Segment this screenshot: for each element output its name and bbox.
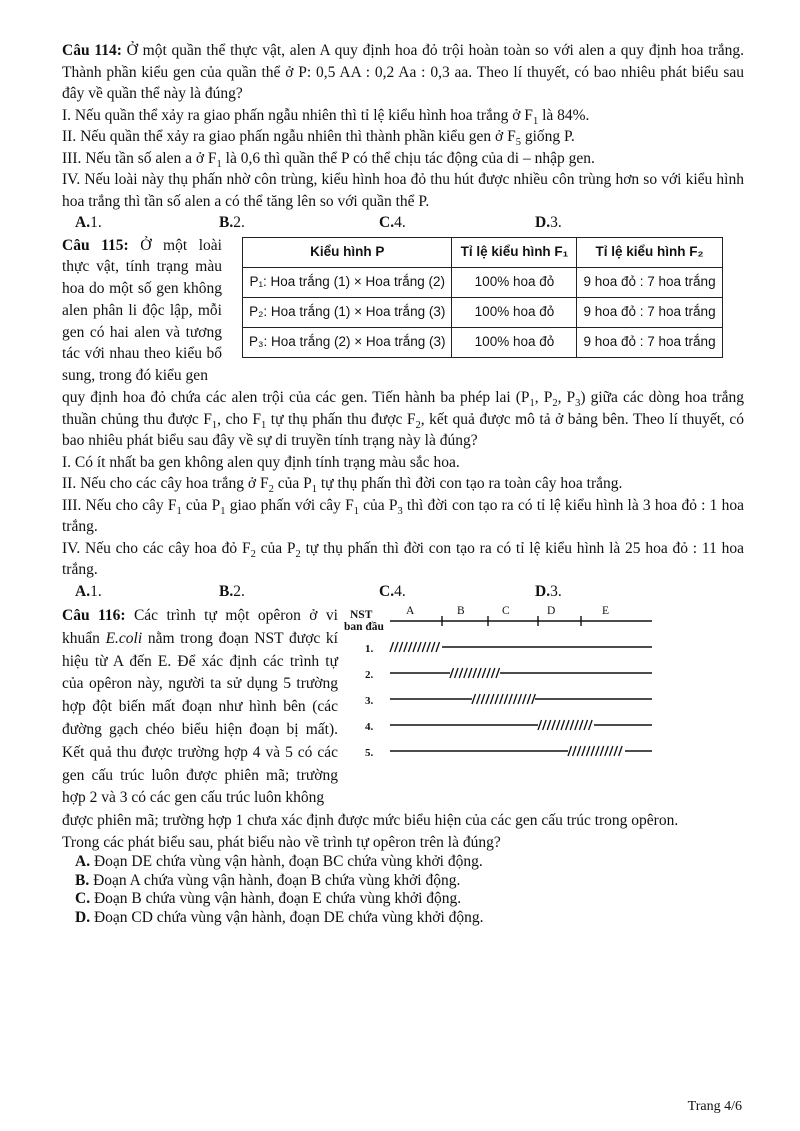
- deletion-hatch: [450, 668, 454, 678]
- deletion-hatch: [570, 720, 574, 730]
- q115-option-a[interactable]: A.1.: [75, 582, 102, 600]
- deletion-hatch: [579, 720, 583, 730]
- deletion-hatch: [399, 642, 403, 652]
- deletion-row-2: [390, 668, 652, 678]
- q114-statement-1: I. Nếu quần thể xảy ra giao phấn ngẫu nhiên thì tỉ lệ kiểu hình hoa trắng ở $F_1$ là 84%.: [62, 106, 590, 127]
- deletion-hatch: [418, 642, 422, 652]
- deletion-hatch: [573, 746, 577, 756]
- table-cell: P₁: Hoa trắng (1) × Hoa trắng (2): [243, 267, 452, 297]
- table-header: Tỉ lệ kiểu hình F₂: [577, 237, 722, 267]
- q116-option-d[interactable]: D. Đoạn CD chứa vùng vận hành, đoạn DE chứa vùng khởi động.: [75, 908, 484, 926]
- q114-statement-3: III. Nếu tần số alen a ở $F_1$ là 0,6 thì quần thể P có thể chịu tác động của di – nhập gen.: [62, 149, 595, 170]
- table-row: [243, 327, 723, 357]
- deletion-hatch: [495, 694, 499, 704]
- q114-option-a[interactable]: A.1.: [75, 214, 102, 231]
- deletion-hatch: [481, 694, 485, 704]
- deletion-hatch: [566, 720, 570, 730]
- table-cell: 9 hoa đỏ : 7 hoa trắng: [577, 297, 722, 327]
- q115-option-b[interactable]: B.2.: [219, 582, 245, 600]
- page-number: Trang 4/6: [687, 1099, 742, 1114]
- deletion-hatch: [552, 720, 556, 730]
- deletion-hatch: [523, 694, 527, 704]
- deletion-hatch: [436, 642, 440, 652]
- table-cell: 9 hoa đỏ : 7 hoa trắng: [577, 267, 722, 297]
- q115-statement-4: IV. Nếu cho các cây hoa đỏ $F_2$ của $P_2$ tự thụ phấn thì đời con tạo ra có tỉ lệ kiểu hình là 25 hoa đỏ : 11 hoa trắng.: [62, 539, 744, 579]
- q114-statement-4: IV. Nếu loài này thụ phấn nhờ côn trùng, kiểu hình hoa đỏ thu hút được nhiều côn trùng hơn so với kiểu hình hoa trắng thì tần số alen a có thể tăng lên so với quần thể P.: [62, 171, 744, 210]
- deletion-hatch: [477, 694, 481, 704]
- deletion-hatch: [600, 746, 604, 756]
- deletion-hatch: [538, 720, 542, 730]
- q114-options: [62, 212, 744, 234]
- deletion-hatch: [472, 694, 476, 704]
- deletion-hatch: [482, 668, 486, 678]
- table-row: [243, 267, 723, 297]
- q116-option-a[interactable]: A. Đoạn DE chứa vùng vận hành, đoạn BC chứa vùng khởi động.: [75, 853, 483, 871]
- deletion-hatch: [596, 746, 600, 756]
- deletion-hatch: [591, 746, 595, 756]
- deletion-hatch: [455, 668, 459, 678]
- deletion-hatch: [413, 642, 417, 652]
- deletion-hatch: [395, 642, 399, 652]
- table-cell: 100% hoa đỏ: [452, 327, 577, 357]
- row-label-1: 1.: [365, 643, 374, 656]
- table-header: Tỉ lệ kiểu hình F₁: [452, 237, 577, 267]
- deletion-figure: [344, 605, 670, 795]
- original-chromosome: [390, 616, 652, 626]
- q116-stem: Câu 116: Các trình tự một opêron ở vi khuẩn E.coli nằm trong đoạn NST được kí hiệu từ A đến E. Để xác định các trình tự của opêron này, người ta sử dụng 5 trường hợp đột biến mất đoạn như hình bên (các đường gạch chéo biểu hiện đoạn bị mất). Kết quả thu được trường hợp 4 và 5 có các gen cấu trúc luôn được phiên mã; trường hợp 2 và 3 có các gen cấu trúc luôn không: [62, 607, 338, 807]
- row-label-5: 5.: [365, 747, 374, 760]
- deletion-hatch: [473, 668, 477, 678]
- q115-statement-1: I. Có ít nhất ba gen không alen quy định tính trạng màu sắc hoa.: [62, 453, 460, 471]
- deletion-row-3: [390, 694, 652, 704]
- q116-label: Câu 116:: [62, 607, 126, 625]
- nst-label-2: ban đầu: [344, 621, 384, 634]
- table-cell: 100% hoa đỏ: [452, 297, 577, 327]
- deletion-hatch: [431, 642, 435, 652]
- deletion-hatch: [568, 746, 572, 756]
- q115-stem-continued: quy định hoa đỏ chứa các alen trội của các gen. Tiến hành ba phép lai ($P_1$, $P_2$, $P_3$) giữa các dòng hoa trắng thuần chủng thu được $F_1$, cho $F_1$ tự thụ phấn thu được $F_2$, kết quả được mô tả ở bảng bên. Theo lí thuyết, có bao nhiêu phát biểu sau đây về sự di truyền tính trạng này là đúng?: [62, 389, 744, 450]
- table-header: Kiểu hình P: [243, 237, 452, 267]
- q114-stem: Câu 114: Ở một quần thể thực vật, alen A quy định hoa đỏ trội hoàn toàn so với alen a quy định hoa trắng. Thành phần kiểu gen của quần thể ở P: 0,5 AA : 0,2 Aa : 0,3 aa. Theo lí thuyết, có bao nhiêu phát biểu sau đây về quần thể này là đúng?: [62, 42, 745, 102]
- ecoli-name: E.coli: [105, 629, 143, 647]
- table-cell: 9 hoa đỏ : 7 hoa trắng: [577, 327, 722, 357]
- deletion-hatch: [459, 668, 463, 678]
- segment-label-a: A: [406, 605, 415, 618]
- deletion-hatch: [500, 694, 504, 704]
- deletion-hatch: [589, 720, 593, 730]
- table-header-row: [243, 237, 723, 267]
- deletion-hatch: [543, 720, 547, 730]
- deletion-map-svg: [344, 605, 670, 795]
- q116-option-b[interactable]: B. Đoạn A chứa vùng vận hành, đoạn B chứa vùng khởi động.: [75, 871, 461, 889]
- deletion-hatch: [404, 642, 408, 652]
- deletion-hatch: [390, 642, 394, 652]
- q116-question: Trong các phát biểu sau, phát biểu nào về trình tự opêron trên là đúng?: [62, 833, 501, 851]
- row-label-4: 4.: [365, 721, 374, 734]
- q114-option-d[interactable]: D.3.: [535, 214, 562, 231]
- segment-label-e: E: [602, 605, 610, 618]
- table-cell: P₃: Hoa trắng (2) × Hoa trắng (3): [243, 327, 452, 357]
- q115-option-d[interactable]: D.3.: [535, 582, 562, 600]
- q116-stem-continued: được phiên mã; trường hợp 1 chưa xác định được mức biểu hiện của các gen cấu trúc trong opêron.: [62, 812, 679, 830]
- q115-label: Câu 115:: [62, 236, 129, 254]
- q115-statement-3: III. Nếu cho cây $F_1$ của $P_1$ giao phấn với cây $F_1$ của $P_3$ thì đời con tạo ra có tỉ lệ kiểu hình là 3 hoa đỏ : 1 hoa trắng.: [62, 496, 744, 536]
- deletion-hatch: [577, 746, 581, 756]
- q115-options: [62, 581, 744, 603]
- deletion-hatch: [518, 694, 522, 704]
- deletion-hatch: [422, 642, 426, 652]
- deletion-hatch: [556, 720, 560, 730]
- deletion-hatch: [605, 746, 609, 756]
- deletion-hatch: [509, 694, 513, 704]
- deletion-hatch: [513, 694, 517, 704]
- exam-page: [62, 40, 744, 927]
- question-115: [62, 235, 744, 603]
- deletion-hatch: [490, 694, 494, 704]
- deletion-hatch: [575, 720, 579, 730]
- deletion-hatch: [609, 746, 613, 756]
- deletion-hatch: [582, 746, 586, 756]
- deletion-row-1: [390, 642, 652, 652]
- deletion-hatch: [478, 668, 482, 678]
- table-cell: 100% hoa đỏ: [452, 267, 577, 297]
- q114-option-c[interactable]: C.4.: [379, 214, 406, 231]
- deletion-hatch: [586, 746, 590, 756]
- deletion-hatch: [547, 720, 551, 730]
- segment-label-c: C: [502, 605, 510, 618]
- deletion-hatch: [496, 668, 500, 678]
- q115-statement-2: II. Nếu cho các cây hoa trắng ở $F_2$ của $P_1$ tự thụ phấn thì đời con tạo ra toàn cây hoa trắng.: [62, 475, 623, 496]
- deletion-hatch: [619, 746, 623, 756]
- question-116: [62, 605, 744, 927]
- deletion-row-5: [390, 746, 652, 756]
- q115-stem: Câu 115: Ở một loài thực vật, tính trạng màu hoa do một số gen không alen phân li độc lập, mỗi gen có hai alen và tương tác với nhau theo kiểu bổ sung, trong đó kiểu gen: [62, 236, 222, 385]
- deletion-hatch: [504, 694, 508, 704]
- deletion-hatch: [487, 668, 491, 678]
- table-cell: P₂: Hoa trắng (1) × Hoa trắng (3): [243, 297, 452, 327]
- q115-option-c[interactable]: C.4.: [379, 582, 406, 600]
- deletion-hatch: [561, 720, 565, 730]
- row-label-3: 3.: [365, 695, 374, 708]
- question-114: [62, 40, 744, 234]
- deletion-hatch: [468, 668, 472, 678]
- deletion-hatch: [527, 694, 531, 704]
- q116-options: [62, 853, 744, 927]
- deletion-hatch: [427, 642, 431, 652]
- q114-option-b[interactable]: B.2.: [219, 214, 245, 231]
- deletion-rows: [390, 642, 652, 756]
- deletion-hatch: [491, 668, 495, 678]
- row-label-2: 2.: [365, 669, 374, 682]
- deletion-hatch: [584, 720, 588, 730]
- q114-label: Câu 114:: [62, 42, 122, 59]
- deletion-hatch: [486, 694, 490, 704]
- deletion-hatch: [464, 668, 468, 678]
- nst-label: NST: [350, 609, 373, 622]
- deletion-hatch: [614, 746, 618, 756]
- cross-results-table: [242, 237, 723, 358]
- segment-label-d: D: [547, 605, 556, 618]
- segment-label-b: B: [457, 605, 465, 618]
- deletion-row-4: [390, 720, 652, 730]
- deletion-hatch: [408, 642, 412, 652]
- table-row: [243, 297, 723, 327]
- q116-option-c[interactable]: C. Đoạn B chứa vùng vận hành, đoạn E chứa vùng khởi động.: [75, 890, 462, 908]
- q114-statement-2: II. Nếu quần thể xảy ra giao phấn ngẫu nhiên thì thành phần kiểu gen ở $F_5$ giống P.: [62, 128, 575, 149]
- deletion-hatch: [532, 694, 536, 704]
